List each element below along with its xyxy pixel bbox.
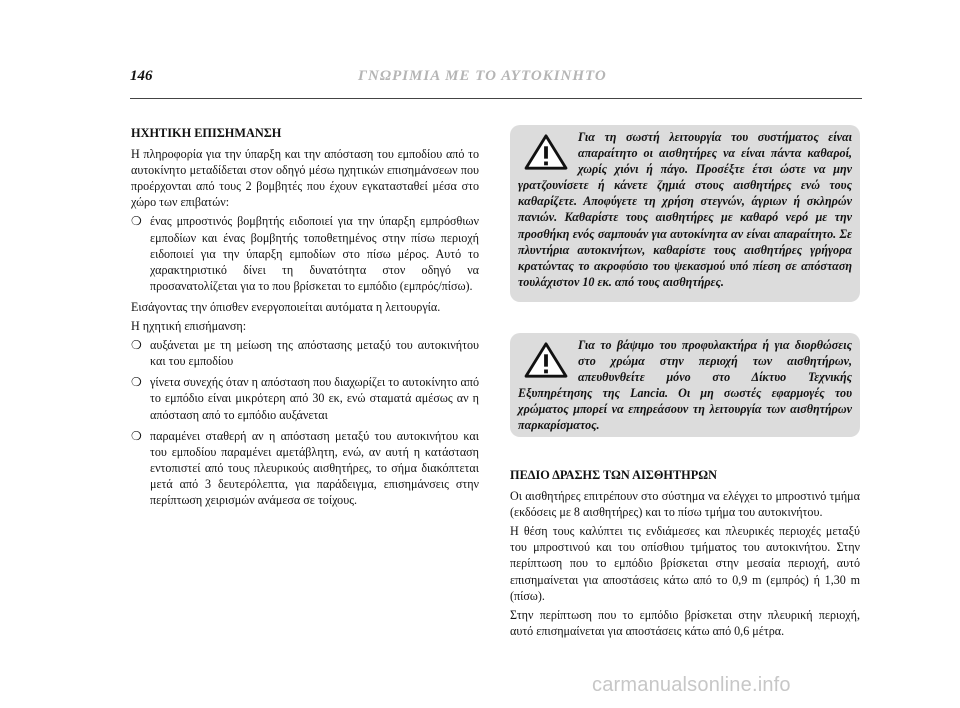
list-item-text: παραμένει σταθερή αν η απόσταση μεταξύ του αυτοκινήτου και του εμποδίου παραμένει αμετάβλητη, ενώ, αν αυτή η κατάσταση εντοπιστεί από τους πλευρικούς αισθητήρες, το σήμα διακόπτεται μετά από 3 δευτερόλεπτα, για παράδειγμα, επισημάνσεις στην περίπτωση χειρισμών ανάμεσα σε τοίχους. [150, 428, 479, 507]
right-column [510, 125, 860, 642]
warning-box-bumper-painting [510, 333, 860, 437]
list-item [131, 374, 479, 422]
section-heading-acoustic-signal: ΗΧΗΤΙΚΗ ΕΠΙΣΗΜΑΝΣΗ [131, 126, 282, 140]
header-divider [130, 98, 862, 99]
warning-text: Για τη σωστή λειτουργία του συστήματος είναι απαραίτητο οι αισθητήρες να είναι πάντα καθαροί, χωρίς χιόνι ή πάγο. Προσέξτε έτσι ώστε να μην γρατζουνίσετε ή κάνετε ζημιά στους αισθητήρες ενώ τους καθαρίζετε. Αποφύγετε τη χρήση στεγνών, άγριων ή σκληρών πανιών. Καθαρίστε τους αισθητήρες με καθαρό νερό με την προσθήκη ενός σαμπουάν για αυτοκίνητα αν είναι απαραίτητο. Σε πλυντήρια αυτοκινήτων, καθαρίστε τους αισθητήρες γρήγορα κρατώντας το ακροφύσιο του ψεκασμού υπό πίεση σε απόσταση τουλάχιστον 10 εκ. από τους αισθητήρες. [518, 130, 852, 289]
intro-paragraph: Η πληροφορία για την ύπαρξη και την απόσταση του εμποδίου από το αυτοκίνητο μεταδίδεται στον οδηγό μέσω ηχητικών επισημάνσεων που προέρχονται από τους 2 βομβητές που έχουν εγκατασταθεί μέσα στο χώρο των επιβατών: [131, 147, 479, 210]
list-item-text: αυξάνεται με τη μείωση της απόστασης μεταξύ του αυτοκινήτου και του εμποδίου [150, 338, 479, 369]
sensor-range-section [510, 467, 860, 639]
bullet-icon: ❍ [131, 375, 142, 390]
reverse-gear-paragraph: Εισάγοντας την όπισθεν ενεργοποιείται αυτόματα η λειτουργία. [131, 299, 441, 314]
running-title: ΓΝΩΡΙΜΙΑ ΜΕ ΤΟ ΑΥΤΟΚΙΝΗΤΟ [358, 68, 607, 84]
list-item [131, 337, 479, 369]
sensor-range-paragraph-2: Η θέση τους καλύπτει τις ενδιάμεσες και πλευρικές περιοχές μεταξύ του μπροστινού και του οπίσθιου τμήματος του αυτοκινήτου. Στην περίπτωση που το εμπόδιο βρίσκεται στην μεσαία περιοχή, αυτό επισημαίνεται για αποστάσεις κάτω από το 0,9 m (εμπρός) ή 1,30 m (πίσω). [510, 524, 860, 603]
page-header [130, 60, 862, 88]
sensor-range-paragraph-1: Οι αισθητήρες επιτρέπουν στο σύστημα να ελέγχει το μπροστινό τμήμα (εκδόσεις με 8 αισθητήρες) και το πίσω τμήμα του αυτοκινήτου. [510, 489, 860, 520]
bullet-icon: ❍ [131, 338, 142, 353]
sensor-range-paragraph-3: Στην περίπτωση που το εμπόδιο βρίσκεται στην πλευρική περιοχή, αυτό επισημαίνεται για αποστάσεις κάτω από 0,6 μέτρα. [510, 607, 860, 638]
warning-box-sensor-cleaning [510, 125, 860, 302]
list-item-text: ένας μπροστινός βομβητής ειδοποιεί για την ύπαρξη εμπρόσθιων εμποδίων και ένας βομβητής τοποθετημένος στην πίσω περιοχή ειδοποιεί για την ύπαρξη εμποδίων στο πίσω μέρος. Αυτό το χαρακτηριστικό δίνει τη δυνατότητα στον οδηγό να προσανατολίζεται για το που βρίσκεται το εμπόδιο (εμπρός/πίσω). [150, 214, 479, 293]
warning-text: Για το βάψιμο του προφυλακτήρα ή για διορθώσεις στο χρώμα στην περιοχή των αισθητήρων, απευθυνθείτε μόνο στο Δίκτυο Τεχνικής Εξυπηρέτησης της Lancia. Οι μη σωστές εφαρμογές του χρώματος μπορεί να επηρεάσουν τη λειτουργία των αισθητήρων παρκαρίσματος. [518, 338, 852, 433]
left-column [131, 125, 479, 513]
list-item [131, 213, 479, 293]
list-item [131, 428, 479, 508]
section-heading-sensor-range: ΠΕΔΙΟ ΔΡΑΣΗΣ ΤΩΝ ΑΙΣΘΗΤΗΡΩΝ [510, 468, 717, 482]
warning-triangle-icon [522, 133, 570, 171]
page-number: 146 [130, 68, 153, 84]
warning-triangle-icon [522, 341, 570, 379]
list-item-text: γίνετα συνεχής όταν η απόσταση που διαχωρίζει το αυτοκίνητο από το εμπόδιο είναι μικρότερη από 30 εκ, ενώ σταματά αμέσως αν η απόσταση από το εμπόδιο αυξάνεται [150, 375, 479, 422]
bullet-icon: ❍ [131, 428, 142, 443]
watermark: carmanualsonline.info [592, 674, 791, 696]
bullet-icon: ❍ [131, 214, 142, 229]
signal-intro-paragraph: Η ηχητική επισήμανση: [131, 319, 247, 334]
